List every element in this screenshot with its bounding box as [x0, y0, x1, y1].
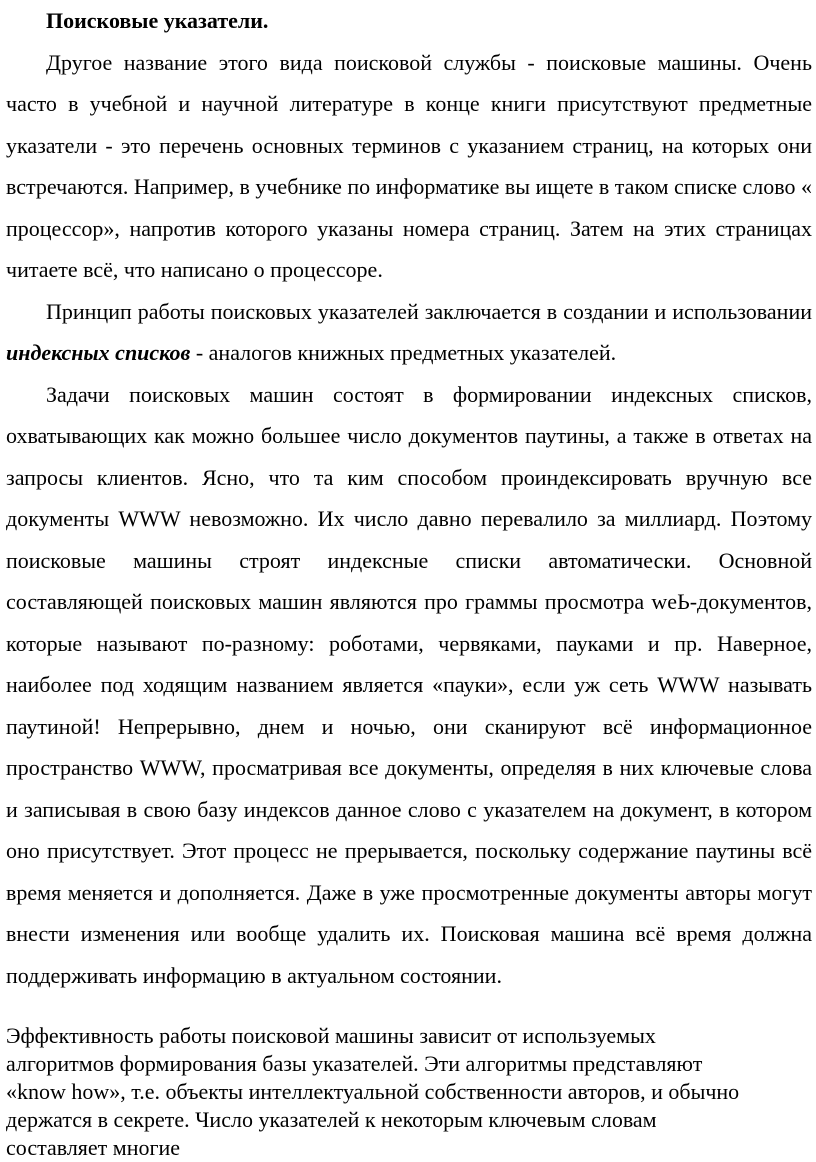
tail-line: алгоритмов формирования базы указателей. Эти алгоритмы представляют: [6, 1051, 703, 1076]
emphasis-index-lists: индексных списков: [6, 340, 191, 365]
paragraph-2-start: Принцип работы поисковых указателей заключается в создании и использовании: [46, 298, 812, 324]
main-text: [6, 0, 812, 996]
section-heading: Поисковые указатели.: [46, 8, 269, 33]
paragraph-2-end: - аналогов книжных предметных указателей.: [190, 340, 617, 365]
paragraph-3: Задачи поисковых машин состоят в формировании индексных списков, охватывающих как можно большее число документов паутины, а также в ответах на запросы клиентов. Ясно, что та ким способом проиндексировать вручную все документы WWW невозможно. Их число давно перевалило за миллиард. Поэтому поисковые машины строят индексные списки автоматически. Основной составляющей поисковых машин являются про граммы просмотра weЬ-документов, которые называют по-разному: роботами, червяками, пауками и пр. Наверное, наиболее под ходящим названием является «пауки», если уж сеть WWW называть паутиной! Непрерывно, днем и ночью, они сканируют всё информационное пространство WWW, просматривая все документы, определяя в них ключевые слова и записывая в свою базу индексов данное слово с указателем на документ, в котором оно присутствует. Этот процесс не прерывается, поскольку содержание паутины всё время меняется и дополняется. Даже в уже просмотренные документы авторы могут внести изменения или вообще удалить их. Поисковая машина всё время должна поддерживать информацию в актуальном состоянии.: [6, 381, 812, 988]
tail-line: составляет многие: [6, 1135, 181, 1160]
trailing-paragraph: [6, 1022, 766, 1162]
paragraph-2: [6, 291, 812, 374]
tail-line: держатся в секрете. Число указателей к некоторым ключевым словам: [6, 1107, 657, 1132]
paragraph-1: Другое название этого вида поисковой службы - поисковые машины. Очень часто в учебной и научной литературе в конце книги присутствуют предметные указатели - это перечень основных терминов с указанием страниц, на которых они встречаются. Например, в учебнике по информатике вы ищете в таком списке слово « процессор», напротив которого указаны номера страниц. Затем на этих страницах читаете всё, что написано о процессоре.: [6, 49, 812, 282]
tail-line: «know how», т.е. объекты интеллектуальной собственности авторов, и обычно: [6, 1079, 740, 1104]
tail-line: Эффективность работы поисковой машины зависит от используемых: [6, 1023, 656, 1048]
